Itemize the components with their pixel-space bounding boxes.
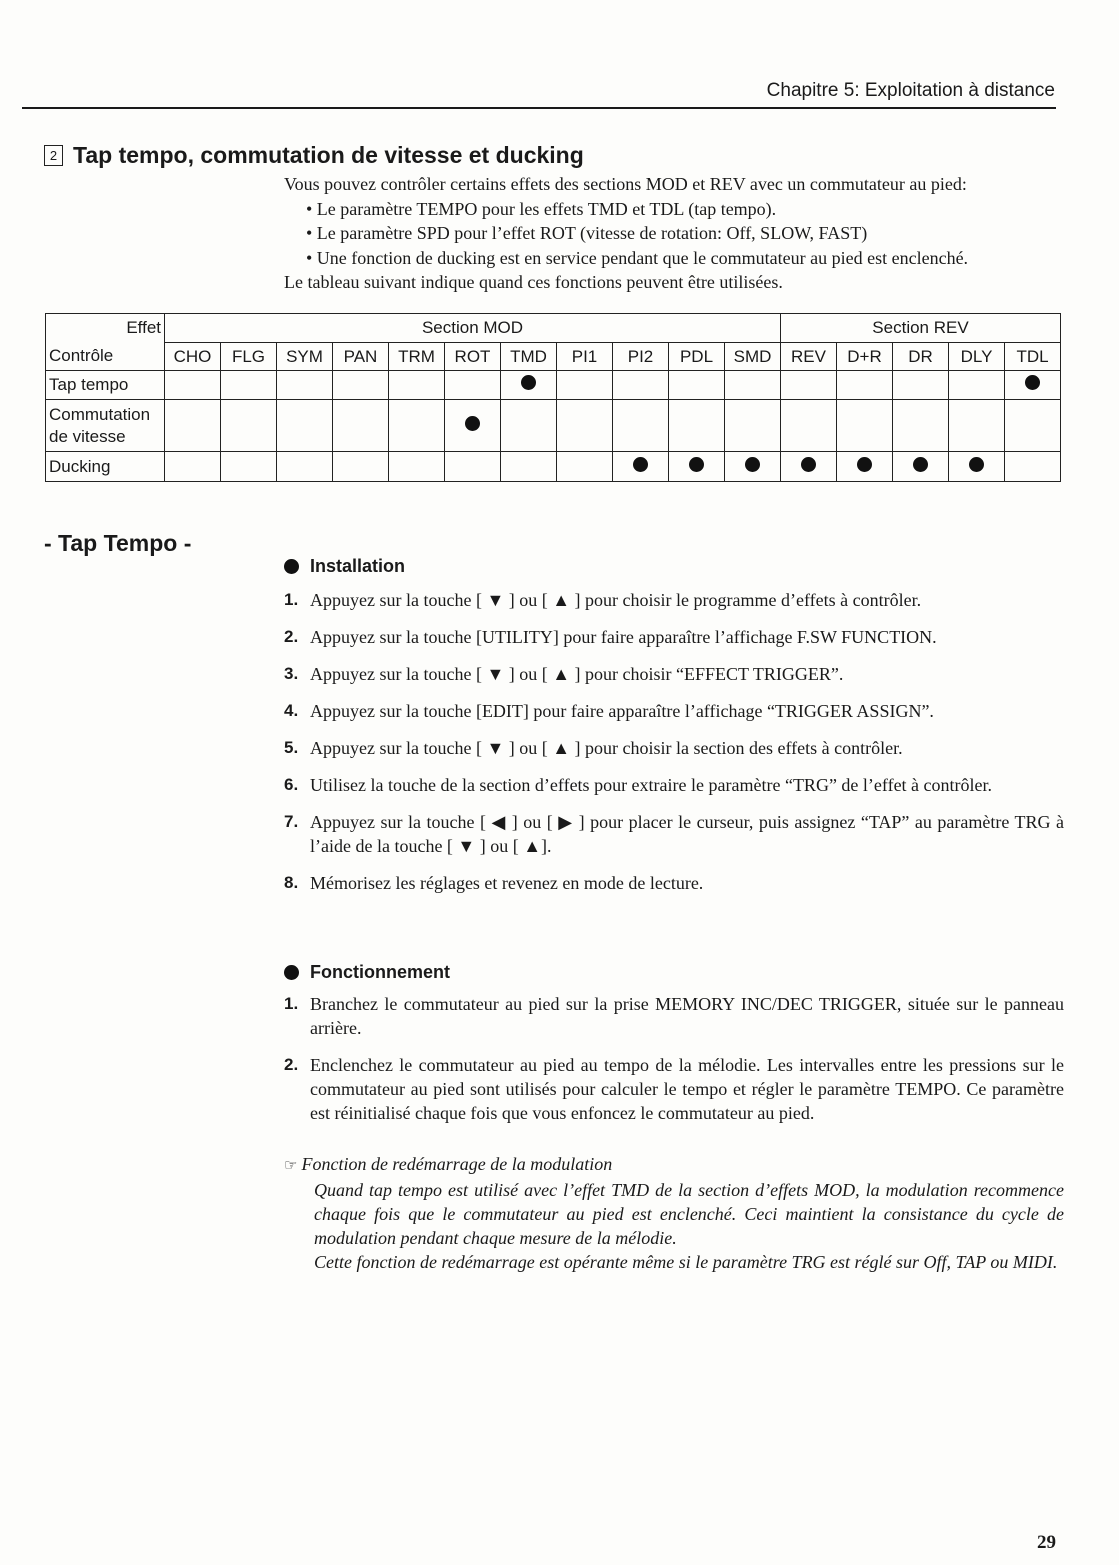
table-cell bbox=[389, 452, 445, 482]
step-text: Utilisez la touche de la section d’effets pour extraire le paramètre “TRG” de l’effet à contrôler. bbox=[310, 775, 993, 795]
table-cell bbox=[669, 452, 725, 482]
column-header: ROT bbox=[445, 343, 501, 371]
group-mod-header: Section MOD bbox=[165, 314, 781, 343]
note-paragraph: Quand tap tempo est utilisé avec l’effet TMD de la section d’effets MOD, la modulation recommence chaque fois que le commutateur au pied est enclenché. Ceci maintient la consistance du cycle de modulation pendant chaque mesure de la mélodie. bbox=[314, 1180, 1064, 1248]
list-item bbox=[284, 736, 1064, 760]
intro-text: Vous pouvez contrôler certains effets des sections MOD et REV avec un commutateur au pied: bbox=[284, 174, 967, 194]
tap-tempo-title: - Tap Tempo - bbox=[44, 530, 192, 556]
table-cell bbox=[1005, 371, 1061, 400]
step-text: Branchez le commutateur au pied sur la prise MEMORY INC/DEC TRIGGER, située sur le panneau arrière. bbox=[310, 994, 1064, 1038]
column-header: TDL bbox=[1005, 343, 1061, 371]
table-cell bbox=[557, 400, 613, 452]
filled-dot-icon bbox=[689, 457, 704, 472]
table-cell bbox=[837, 400, 893, 452]
table-cell bbox=[669, 371, 725, 400]
section-title-text: Tap tempo, commutation de vitesse et ducking bbox=[73, 142, 584, 168]
section-title bbox=[44, 142, 584, 169]
list-item bbox=[284, 625, 1064, 649]
step-number: 5. bbox=[284, 738, 299, 757]
table-cell bbox=[837, 371, 893, 400]
column-header: CHO bbox=[165, 343, 221, 371]
note-block bbox=[284, 1152, 1064, 1274]
step-number: 3. bbox=[284, 664, 299, 683]
table-cell bbox=[445, 400, 501, 452]
installation-heading-text: Installation bbox=[310, 556, 406, 576]
table-cell bbox=[725, 452, 781, 482]
header-rule bbox=[22, 107, 1056, 109]
list-item bbox=[284, 588, 1064, 612]
step-text: Appuyez sur la touche [ ◀ ] ou [ ▶ ] pour placer le curseur, puis assignez “TAP” au paramètre TRG à l’aide de la touche [ ▼ ] ou [ ▲]. bbox=[310, 812, 1064, 856]
operation-heading bbox=[284, 962, 450, 983]
step-text: Appuyez sur la touche [ ▼ ] ou [ ▲ ] pour choisir “EFFECT TRIGGER”. bbox=[310, 664, 844, 684]
table-cell bbox=[893, 452, 949, 482]
column-header: D+R bbox=[837, 343, 893, 371]
step-text: Appuyez sur la touche [UTILITY] pour faire apparaître l’affichage F.SW FUNCTION. bbox=[310, 627, 937, 647]
intro-bullet: • Le paramètre SPD pour l’effet ROT (vitesse de rotation: Off, SLOW, FAST) bbox=[306, 223, 868, 243]
installation-heading bbox=[284, 556, 405, 577]
table-row bbox=[46, 452, 1061, 482]
table-cell bbox=[333, 400, 389, 452]
row-label: Tap tempo bbox=[46, 371, 165, 400]
row-label: Ducking bbox=[46, 452, 165, 482]
table-cell bbox=[725, 371, 781, 400]
table-row bbox=[46, 371, 1061, 400]
intro-outro: Le tableau suivant indique quand ces fonctions peuvent être utilisées. bbox=[284, 272, 783, 292]
chapter-header: Chapitre 5: Exploitation à distance bbox=[766, 80, 1055, 101]
table-cell bbox=[389, 371, 445, 400]
step-text: Appuyez sur la touche [ ▼ ] ou [ ▲ ] pour choisir le programme d’effets à contrôler. bbox=[310, 590, 922, 610]
step-text: Enclenchez le commutateur au pied au tempo de la mélodie. Les intervalles entre les pressions sur le commutateur au pied sont utilisés pour calculer le tempo et régler le paramètre TEMPO. Ce paramètre est réinitialisé chaque fois que vous enfoncez le commutateur au pied. bbox=[310, 1055, 1064, 1123]
note-title: Fonction de redémarrage de la modulation bbox=[301, 1154, 613, 1174]
column-header: TRM bbox=[389, 343, 445, 371]
table-cell bbox=[949, 371, 1005, 400]
table-cell bbox=[501, 371, 557, 400]
table-cell bbox=[501, 452, 557, 482]
table-row bbox=[46, 400, 1061, 452]
filled-dot-icon bbox=[801, 457, 816, 472]
step-number: 2. bbox=[284, 1055, 299, 1074]
filled-dot-icon bbox=[465, 416, 480, 431]
column-header: SMD bbox=[725, 343, 781, 371]
filled-dot-icon bbox=[633, 457, 648, 472]
step-number: 6. bbox=[284, 775, 299, 794]
table-cell bbox=[165, 371, 221, 400]
column-header: PI1 bbox=[557, 343, 613, 371]
table-cell bbox=[781, 452, 837, 482]
list-item bbox=[284, 1053, 1064, 1125]
step-number: 2. bbox=[284, 627, 299, 646]
column-header: REV bbox=[781, 343, 837, 371]
step-text: Appuyez sur la touche [ ▼ ] ou [ ▲ ] pour choisir la section des effets à contrôler. bbox=[310, 738, 903, 758]
step-number: 1. bbox=[284, 590, 299, 609]
page-number: 29 bbox=[1037, 1532, 1056, 1553]
corner-effect-label: Effet bbox=[46, 314, 165, 343]
table-cell bbox=[165, 400, 221, 452]
table-cell bbox=[221, 400, 277, 452]
table-cell bbox=[613, 371, 669, 400]
table-cell bbox=[781, 400, 837, 452]
table-cell bbox=[277, 400, 333, 452]
bullet-dot-icon bbox=[284, 559, 299, 574]
table-cell bbox=[893, 400, 949, 452]
table-cell bbox=[277, 371, 333, 400]
column-header: DLY bbox=[949, 343, 1005, 371]
filled-dot-icon bbox=[969, 457, 984, 472]
column-header: DR bbox=[893, 343, 949, 371]
table-cell bbox=[445, 452, 501, 482]
table-cell bbox=[557, 452, 613, 482]
section-number: 2 bbox=[44, 145, 63, 166]
list-item bbox=[284, 992, 1064, 1040]
installation-steps bbox=[284, 588, 1064, 908]
step-number: 8. bbox=[284, 873, 299, 892]
list-item bbox=[284, 810, 1064, 858]
step-number: 1. bbox=[284, 994, 299, 1013]
table-cell bbox=[445, 371, 501, 400]
table-cell bbox=[781, 371, 837, 400]
table-cell bbox=[669, 400, 725, 452]
intro-bullet: • Le paramètre TEMPO pour les effets TMD et TDL (tap tempo). bbox=[306, 198, 777, 219]
table-cell bbox=[221, 371, 277, 400]
table-cell bbox=[501, 400, 557, 452]
filled-dot-icon bbox=[521, 375, 536, 390]
table-cell bbox=[165, 452, 221, 482]
table-cell bbox=[389, 400, 445, 452]
column-header: SYM bbox=[277, 343, 333, 371]
row-label: Commutation de vitesse bbox=[46, 400, 165, 452]
table-cell bbox=[893, 371, 949, 400]
filled-dot-icon bbox=[745, 457, 760, 472]
step-text: Appuyez sur la touche [EDIT] pour faire apparaître l’affichage “TRIGGER ASSIGN”. bbox=[310, 701, 934, 721]
note-paragraph: Cette fonction de redémarrage est opérante même si le paramètre TRG est réglé sur Off, TAP ou MIDI. bbox=[314, 1252, 1058, 1272]
filled-dot-icon bbox=[1025, 375, 1040, 390]
list-item bbox=[284, 699, 1064, 723]
operation-steps bbox=[284, 992, 1064, 1138]
table-cell bbox=[1005, 400, 1061, 452]
effects-control-table bbox=[45, 313, 1061, 482]
bullet-dot-icon bbox=[284, 965, 299, 980]
table-cell bbox=[333, 452, 389, 482]
table-cell bbox=[613, 400, 669, 452]
column-header: PI2 bbox=[613, 343, 669, 371]
table-cell bbox=[837, 452, 893, 482]
column-header: TMD bbox=[501, 343, 557, 371]
operation-heading-text: Fonctionnement bbox=[310, 962, 450, 982]
table-cell bbox=[333, 371, 389, 400]
list-item bbox=[284, 871, 1064, 895]
corner-control-label: Contrôle bbox=[46, 343, 165, 371]
table-cell bbox=[949, 452, 1005, 482]
table-cell bbox=[949, 400, 1005, 452]
column-header: PDL bbox=[669, 343, 725, 371]
filled-dot-icon bbox=[857, 457, 872, 472]
list-item bbox=[284, 662, 1064, 686]
step-text: Mémorisez les réglages et revenez en mode de lecture. bbox=[310, 873, 704, 893]
pointing-hand-icon: ☞ bbox=[284, 1158, 298, 1174]
column-header: FLG bbox=[221, 343, 277, 371]
column-header: PAN bbox=[333, 343, 389, 371]
table-cell bbox=[613, 452, 669, 482]
table-cell bbox=[725, 400, 781, 452]
table-cell bbox=[221, 452, 277, 482]
list-item bbox=[284, 773, 1064, 797]
step-number: 4. bbox=[284, 701, 299, 720]
step-number: 7. bbox=[284, 812, 299, 831]
table-cell bbox=[1005, 452, 1061, 482]
table-cell bbox=[557, 371, 613, 400]
group-rev-header: Section REV bbox=[781, 314, 1061, 343]
section-intro bbox=[284, 172, 1074, 295]
filled-dot-icon bbox=[913, 457, 928, 472]
intro-bullet: • Une fonction de ducking est en service pendant que le commutateur au pied est enclenché. bbox=[306, 247, 969, 268]
table-cell bbox=[277, 452, 333, 482]
